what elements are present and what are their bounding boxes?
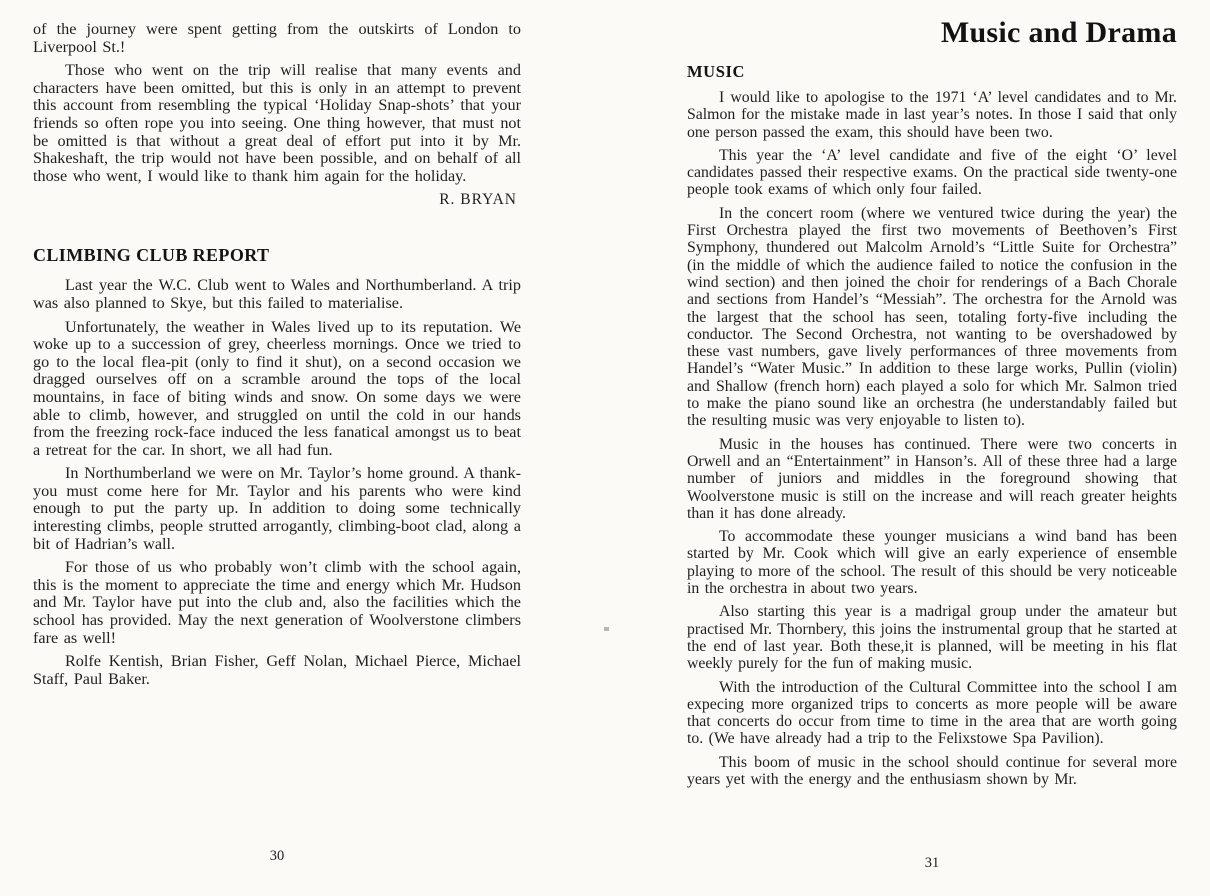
climbing-club-paragraph: Unfortunately, the weather in Wales lived up to its reputation. We woke up to a succession of grey, cheerless mornings. Once we tried to go to the local flea-pit (only to find it shut), on a second occasion we dragged ourselves off on a scramble around the tops of the local mountains, in face of biting winds and snow. On some days we were able to climb, however, and struggled on until the cold in our hands from the freezing rock-face induced the less fanatical amongst us to beat a retreat for the car. In short, we all had fun. <box>33 317 521 459</box>
trip-report-continuation-paragraph: of the journey were spent getting from the outskirts of London to Liverpool St.! <box>33 20 521 56</box>
music-paragraph: In the concert room (where we ventured twice during the year) the First Orchestra played the first two movements of Beethoven’s First Symphony, thundered out Malcolm Arnold’s “Little Suite for Orchestra” (in the middle of which the audience failed to notice the confusion in the wind section) and then joined the choir for renderings of a Bach Chorale and sections from Handel’s “Messiah”. The orchestra for the Arnold was the largest that the school has seen, totaling forty-five including the conductor. The Second Orchestra, not wanting to be overshadowed by these vast numbers, gave lively performances of three movements from Handel’s “Water Music.” In addition to these large works, Pullin (violin) and Shallow (french horn) each played a solo for which Mr. Salmon tried to make the piano sound like an orchestra (he understandably failed but the resulting music was very enjoyable to listen to). <box>687 204 1177 430</box>
music-paragraph: This year the ‘A’ level candidate and five of the eight ‘O’ level candidates passed their respective exams. On the practical side twenty-one people took exams of which only four failed. <box>687 146 1177 199</box>
left-page-number: 30 <box>269 848 285 864</box>
music-paragraph: Music in the houses has continued. There were two concerts in Orwell and an “Entertainment” in Hanson’s. All of these three had a large number of juniors and middles in the foreground showing that Woolverstone music is still on the increase and will reach greater heights than it has done already. <box>687 435 1177 522</box>
climbing-club-paragraph: In Northumberland we were on Mr. Taylor’s home ground. A thank-you must come here for Mr. Taylor and his parents who were kind enough to put the party up. In addition to doing some technically interesting climbs, people strutted arrogantly, climbing-boot clad, along a bit of Hadrian’s wall. <box>33 464 521 553</box>
music-paragraph: This boom of music in the school should continue for several more years yet with the energy and the enthusiasm shown by Mr. <box>687 753 1177 788</box>
music-paragraph: I would like to apologise to the 1971 ‘A’ level candidates and to Mr. Salmon for the mistake made in last year’s notes. In those I said that only one person passed the exam, this should have been two. <box>687 89 1177 141</box>
right-page <box>687 16 1177 794</box>
left-page <box>33 21 521 694</box>
trip-report-closing-paragraph: Those who went on the trip will realise that many events and characters have been omitted, but this is only in an attempt to prevent this account from resembling the typical ‘Holiday Snap-shots’ that your friends so often rope you into seeing. One thing however, that must not be omitted is that without a great deal of effort put into it by Mr. Shakeshaft, the trip would not have been possible, and on behalf of all those who went, I would like to thank him again for the holiday. <box>33 61 521 185</box>
scan-artifact-dot <box>604 627 609 631</box>
music-paragraph: Also starting this year is a madrigal group under the amateur but practised Mr. Thornbery, this joins the instrumental group that he started at the end of last year. Both these,it is planned, will be meeting in his flat weekly purely for the fun of making music. <box>687 603 1177 673</box>
climbing-club-paragraph: For those of us who probably won’t climb with the school again, this is the moment to appreciate the time and energy which Mr. Hudson and Mr. Taylor have put into the club and, also the facilities which the school has provided. May the next generation of Woolverstone climbers fare as well! <box>33 558 521 647</box>
trip-report-byline: R. BRYAN <box>439 191 517 209</box>
music-section-heading: MUSIC <box>687 62 746 81</box>
page-title: Music and Drama <box>940 16 1177 49</box>
climbing-club-heading: CLIMBING CLUB REPORT <box>33 245 270 266</box>
music-paragraph: With the introduction of the Cultural Committee into the school I am expecing more organized trips to concerts as more people will be aware that concerts do occur from time to time in the area that are worth going to. (We have already had a trip to the Felixstowe Spa Pavilion). <box>687 678 1177 748</box>
climbing-club-paragraph: Last year the W.C. Club went to Wales and Northumberland. A trip was also planned to Skye, but this failed to materialise. <box>33 276 521 312</box>
right-page-number: 31 <box>924 855 940 871</box>
climbing-club-members-list: Rolfe Kentish, Brian Fisher, Geff Nolan, Michael Pierce, Michael Staff, Paul Baker. <box>33 652 521 688</box>
music-paragraph: To accommodate these younger musicians a wind band has been started by Mr. Cook which will give an early experience of ensemble playing to more of the school. The result of this should be very noticeable in the orchestra in about two years. <box>687 528 1177 598</box>
